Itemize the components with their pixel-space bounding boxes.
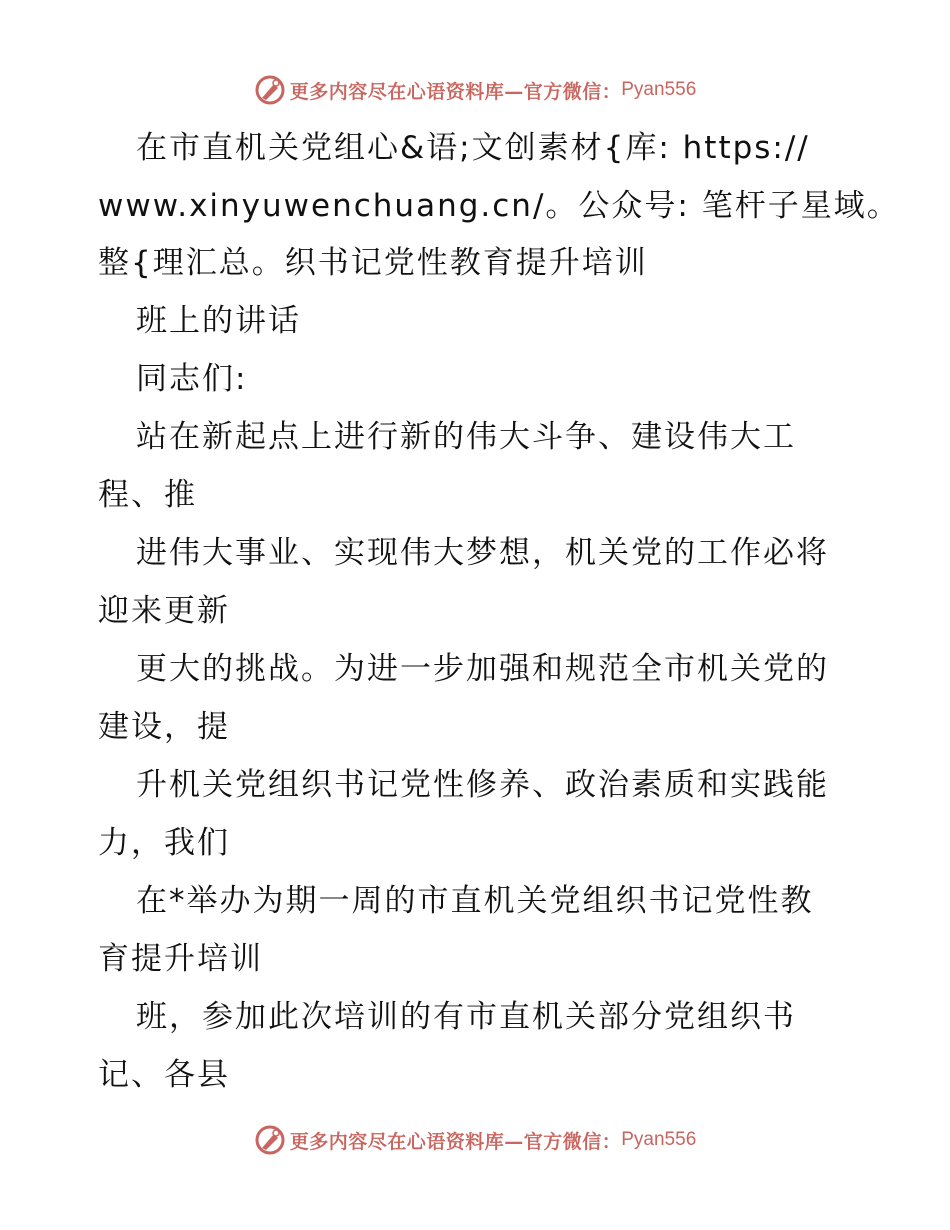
text-line: 在市直机关党组心&语;文创素材{库: https:// [136, 130, 810, 166]
text-line: www.xinyuwenchuang.cn/。公众号: 笔杆子星域。 [98, 188, 900, 224]
pen-logo-icon [254, 1124, 286, 1156]
text-line: 升机关党组织书记党性修养、政治素质和实践能 [136, 767, 829, 803]
text-line: 育提升培训 [98, 941, 263, 977]
text-line: 在*举办为期一周的市直机关党组织书记党性教 [136, 883, 814, 919]
footer-watermark [0, 1120, 950, 1160]
text-line: 程、推 [98, 477, 197, 513]
text-line: 更大的挑战。为进一步加强和规范全市机关党的 [136, 651, 829, 687]
watermark-wechat-id: Pyan556 [621, 79, 697, 100]
text-line: 记、各县 [98, 1057, 230, 1093]
text-line: 迎来更新 [98, 593, 230, 629]
text-line: 力，我们 [98, 825, 230, 861]
watermark-text: 更多内容尽在心语资料库—官方微信： [289, 80, 622, 103]
text-line: 班上的讲话 [136, 303, 301, 339]
watermark-wechat-id: Pyan556 [621, 1129, 697, 1150]
watermark-text: 更多内容尽在心语资料库—官方微信： [289, 1130, 622, 1153]
text-line: 同志们: [136, 361, 248, 397]
text-line: 站在新起点上进行新的伟大斗争、建设伟大工 [136, 419, 796, 455]
text-line: 整{理汇总。织书记党性教育提升培训 [98, 245, 648, 281]
text-line: 进伟大事业、实现伟大梦想，机关党的工作必将 [136, 535, 829, 571]
text-line: 建设，提 [98, 709, 230, 745]
text-line: 班，参加此次培训的有市直机关部分党组织书 [136, 999, 796, 1035]
